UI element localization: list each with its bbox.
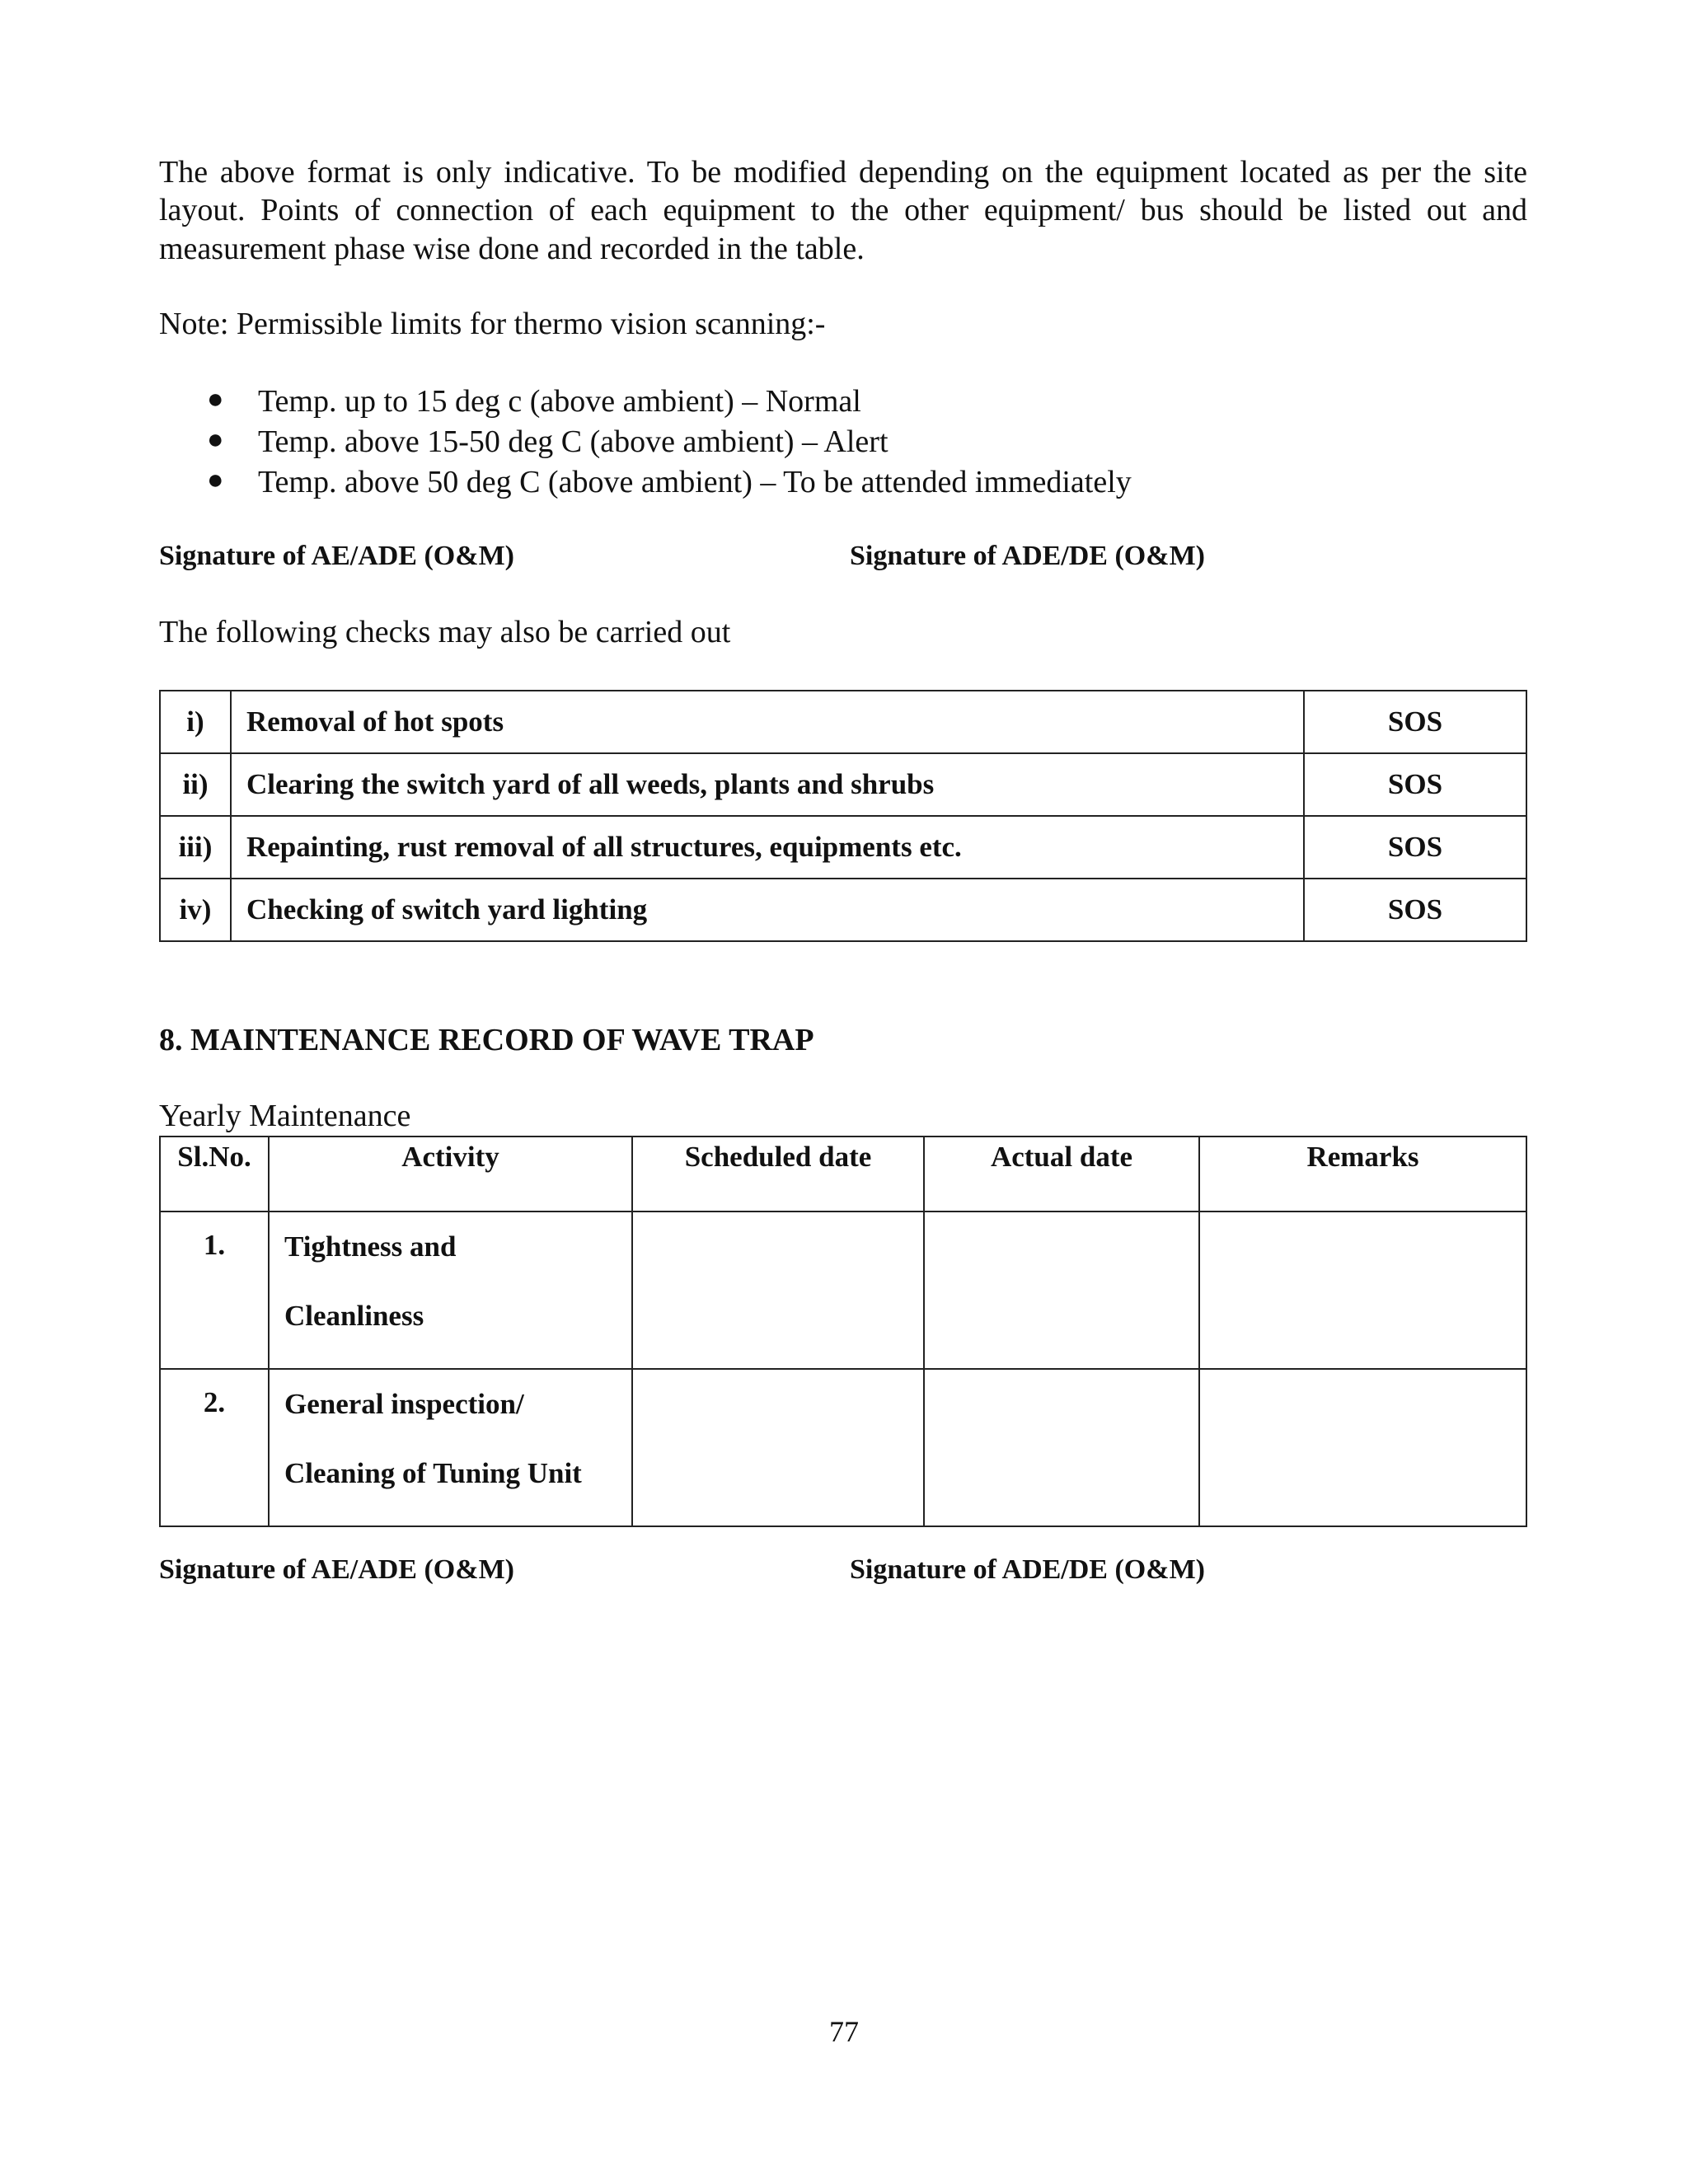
wave-trap-table [159,1136,1527,1527]
scheduled-date-cell [632,1369,924,1526]
check-description: Removal of hot spots [231,691,1304,753]
check-description: Checking of switch yard lighting [231,879,1304,941]
check-number: i) [160,691,231,753]
table-row [160,879,1526,941]
signature-ae-ade-top: Signature of AE/ADE (O&M) [159,541,514,571]
remarks-cell [1199,1212,1526,1369]
yearly-maintenance-label: Yearly Maintenance [159,1099,411,1133]
remarks-cell [1199,1369,1526,1526]
column-header-activity: Activity [269,1137,632,1212]
signature-ae-ade-bottom: Signature of AE/ADE (O&M) [159,1554,514,1585]
row-number: 2. [160,1369,269,1526]
check-number: ii) [160,753,231,816]
note-text: Note: Permissible limits for thermo vision scanning:- [159,307,826,341]
table-row [160,1369,1526,1526]
list-item [159,463,1132,504]
activity-cell [269,1212,632,1369]
actual-date-cell [924,1212,1199,1369]
activity-line: Cleaning of Tuning Unit [284,1457,582,1489]
actual-date-cell [924,1369,1199,1526]
activity-cell [269,1369,632,1526]
intro-line: The above format is only indicative. To be modified depending on the equipment located as per the site [159,155,1527,190]
intro-paragraph [159,153,1527,268]
page-number: 77 [829,2015,859,2048]
check-number: iii) [160,816,231,879]
scheduled-date-cell [632,1212,924,1369]
table-row [160,753,1526,816]
column-header-scheduled-date: Scheduled date [632,1137,924,1212]
signature-ade-de-top: Signature of ADE/DE (O&M) [850,541,1205,571]
list-item-text: Temp. up to 15 deg c (above ambient) – Normal [258,384,861,419]
activity-line: Tightness and [284,1230,457,1263]
activity-line: General inspection/ [284,1388,524,1420]
limits-list [159,382,1132,504]
bullet-icon: ● [207,424,224,455]
list-item-text: Temp. above 50 deg C (above ambient) – To be attended immediately [258,465,1132,499]
bullet-icon: ● [207,384,224,415]
check-frequency: SOS [1304,691,1526,753]
bullet-icon: ● [207,465,224,495]
column-header-slno: Sl.No. [160,1137,269,1212]
checks-intro: The following checks may also be carried out [159,615,731,649]
activity-line: Cleanliness [284,1300,424,1332]
intro-line: layout. Points of connection of each equipment to the other equipment/ bus should be listed out and [159,193,1527,228]
table-row [160,816,1526,879]
table-row [160,691,1526,753]
check-number: iv) [160,879,231,941]
check-frequency: SOS [1304,816,1526,879]
section-heading: 8. MAINTENANCE RECORD OF WAVE TRAP [159,1023,814,1057]
column-header-remarks: Remarks [1199,1137,1526,1212]
table-row [160,1212,1526,1369]
check-description: Repainting, rust removal of all structures, equipments etc. [231,816,1304,879]
list-item-text: Temp. above 15-50 deg C (above ambient) – Alert [258,424,889,459]
signature-ade-de-bottom: Signature of ADE/DE (O&M) [850,1554,1205,1585]
list-item [159,423,1132,463]
intro-line: measurement phase wise done and recorded in the table. [159,231,865,266]
column-header-actual-date: Actual date [924,1137,1199,1212]
list-item [159,382,1132,423]
check-frequency: SOS [1304,879,1526,941]
table-header-row [160,1137,1526,1212]
checks-table [159,690,1527,942]
row-number: 1. [160,1212,269,1369]
check-description: Clearing the switch yard of all weeds, plants and shrubs [231,753,1304,816]
check-frequency: SOS [1304,753,1526,816]
